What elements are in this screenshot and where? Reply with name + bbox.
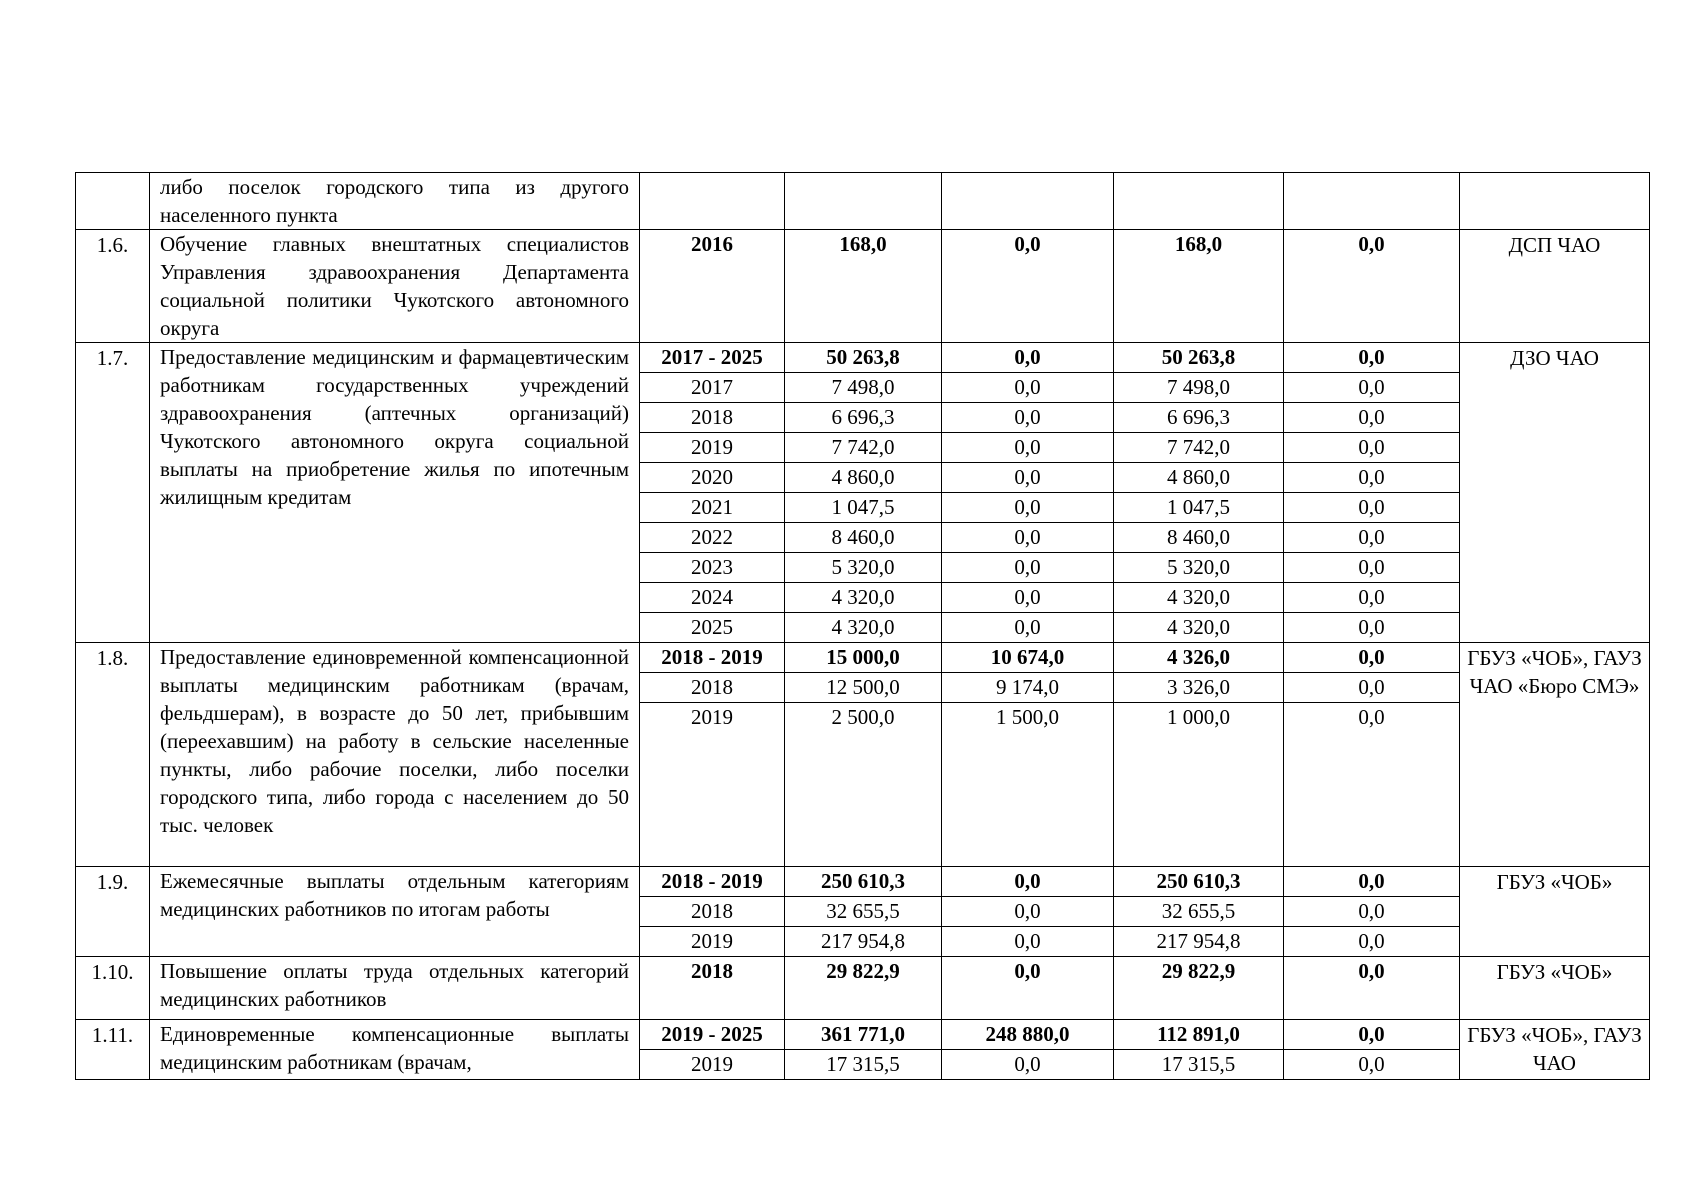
row-number-cell: 1.7.	[76, 343, 150, 643]
other-cell: 0,0	[1284, 230, 1460, 343]
other-cell: 0,0	[1284, 897, 1460, 927]
other-cell: 0,0	[1284, 493, 1460, 523]
other-cell: 0,0	[1284, 433, 1460, 463]
period-cell: 2023	[640, 553, 785, 583]
period-cell: 2021	[640, 493, 785, 523]
period-cell: 2017	[640, 373, 785, 403]
total-cell: 6 696,3	[785, 403, 942, 433]
period-cell: 2019	[640, 1050, 785, 1080]
other-cell: 0,0	[1284, 373, 1460, 403]
regional-cell: 50 263,8	[1114, 343, 1284, 373]
table-row	[76, 1020, 1650, 1050]
period-cell: 2018	[640, 897, 785, 927]
regional-cell: 4 320,0	[1114, 583, 1284, 613]
regional-cell: 7 498,0	[1114, 373, 1284, 403]
period-cell: 2018 - 2019	[640, 643, 785, 673]
row-number-cell: 1.8.	[76, 643, 150, 867]
other-cell: 0,0	[1284, 927, 1460, 957]
period-cell: 2018	[640, 673, 785, 703]
federal-cell: 0,0	[942, 493, 1114, 523]
regional-cell: 1 000,0	[1114, 703, 1284, 867]
total-cell: 2 500,0	[785, 703, 942, 867]
executor-cell: ДЗО ЧАО	[1460, 343, 1650, 643]
program-table	[75, 172, 1650, 1080]
total-cell: 7 498,0	[785, 373, 942, 403]
total-cell: 4 320,0	[785, 613, 942, 643]
federal-cell: 0,0	[942, 403, 1114, 433]
table-row-continuation	[76, 173, 1650, 230]
table-row	[76, 867, 1650, 897]
other-cell: 0,0	[1284, 463, 1460, 493]
period-cell: 2018	[640, 957, 785, 1020]
executor-cell: ГБУЗ «ЧОБ»	[1460, 867, 1650, 957]
row-number-cell: 1.11.	[76, 1020, 150, 1080]
other-cell: 0,0	[1284, 523, 1460, 553]
total-cell: 17 315,5	[785, 1050, 942, 1080]
total-cell: 4 320,0	[785, 583, 942, 613]
federal-cell: 248 880,0	[942, 1020, 1114, 1050]
activity-description: Обучение главных внештатных специалистов Управления здравоохранения Департамента социальной политики Чукотского автономного округа	[150, 230, 640, 343]
total-cell	[785, 173, 942, 230]
table-row	[76, 643, 1650, 673]
period-cell	[640, 173, 785, 230]
federal-cell: 0,0	[942, 867, 1114, 897]
activity-description: Ежемесячные выплаты отдельным категориям медицинских работников по итогам работы	[150, 867, 640, 957]
table-body	[76, 173, 1650, 1080]
period-cell: 2019	[640, 927, 785, 957]
federal-cell: 1 500,0	[942, 703, 1114, 867]
regional-cell: 1 047,5	[1114, 493, 1284, 523]
federal-cell: 0,0	[942, 230, 1114, 343]
period-cell: 2019	[640, 433, 785, 463]
table-row	[76, 343, 1650, 373]
activity-description: либо поселок городского типа из другого населенного пункта	[150, 173, 640, 230]
regional-cell: 5 320,0	[1114, 553, 1284, 583]
executor-cell: ГБУЗ «ЧОБ», ГАУЗ ЧАО	[1460, 1020, 1650, 1080]
other-cell: 0,0	[1284, 403, 1460, 433]
period-cell: 2020	[640, 463, 785, 493]
other-cell: 0,0	[1284, 613, 1460, 643]
row-number-cell: 1.9.	[76, 867, 150, 957]
period-cell: 2018	[640, 403, 785, 433]
regional-cell	[1114, 173, 1284, 230]
row-number-cell	[76, 173, 150, 230]
federal-cell: 0,0	[942, 523, 1114, 553]
executor-cell: ГБУЗ «ЧОБ», ГАУЗ ЧАО «Бюро СМЭ»	[1460, 643, 1650, 867]
regional-cell: 17 315,5	[1114, 1050, 1284, 1080]
regional-cell: 4 326,0	[1114, 643, 1284, 673]
federal-cell: 0,0	[942, 343, 1114, 373]
regional-cell: 6 696,3	[1114, 403, 1284, 433]
executor-cell	[1460, 173, 1650, 230]
period-cell: 2018 - 2019	[640, 867, 785, 897]
executor-cell: ГБУЗ «ЧОБ»	[1460, 957, 1650, 1020]
regional-cell: 112 891,0	[1114, 1020, 1284, 1050]
regional-cell: 4 860,0	[1114, 463, 1284, 493]
total-cell: 217 954,8	[785, 927, 942, 957]
other-cell: 0,0	[1284, 957, 1460, 1020]
row-number-cell: 1.6.	[76, 230, 150, 343]
other-cell	[1284, 173, 1460, 230]
federal-cell: 0,0	[942, 553, 1114, 583]
total-cell: 1 047,5	[785, 493, 942, 523]
period-cell: 2019	[640, 703, 785, 867]
total-cell: 7 742,0	[785, 433, 942, 463]
activity-description: Единовременные компенсационные выплаты медицинским работникам (врачам,	[150, 1020, 640, 1080]
total-cell: 5 320,0	[785, 553, 942, 583]
period-cell: 2019 - 2025	[640, 1020, 785, 1050]
regional-cell: 8 460,0	[1114, 523, 1284, 553]
federal-cell: 0,0	[942, 957, 1114, 1020]
regional-cell: 3 326,0	[1114, 673, 1284, 703]
table-row	[76, 957, 1650, 1020]
federal-cell: 0,0	[942, 583, 1114, 613]
activity-description: Повышение оплаты труда отдельных категорий медицинских работников	[150, 957, 640, 1020]
period-cell: 2017 - 2025	[640, 343, 785, 373]
federal-cell: 0,0	[942, 1050, 1114, 1080]
regional-cell: 4 320,0	[1114, 613, 1284, 643]
federal-cell: 10 674,0	[942, 643, 1114, 673]
total-cell: 168,0	[785, 230, 942, 343]
federal-cell: 0,0	[942, 463, 1114, 493]
other-cell: 0,0	[1284, 673, 1460, 703]
federal-cell: 0,0	[942, 433, 1114, 463]
federal-cell	[942, 173, 1114, 230]
federal-cell: 0,0	[942, 897, 1114, 927]
period-cell: 2022	[640, 523, 785, 553]
federal-cell: 0,0	[942, 613, 1114, 643]
period-cell: 2025	[640, 613, 785, 643]
regional-cell: 168,0	[1114, 230, 1284, 343]
other-cell: 0,0	[1284, 1020, 1460, 1050]
regional-cell: 32 655,5	[1114, 897, 1284, 927]
period-cell: 2016	[640, 230, 785, 343]
activity-description: Предоставление медицинским и фармацевтическим работникам государственных учреждений здравоохранения (аптечных организаций) Чукотского автономного округа социальной выплаты на приобретение жилья по ипотечным жилищным кредитам	[150, 343, 640, 643]
total-cell: 8 460,0	[785, 523, 942, 553]
regional-cell: 250 610,3	[1114, 867, 1284, 897]
total-cell: 50 263,8	[785, 343, 942, 373]
total-cell: 12 500,0	[785, 673, 942, 703]
other-cell: 0,0	[1284, 643, 1460, 673]
other-cell: 0,0	[1284, 343, 1460, 373]
other-cell: 0,0	[1284, 553, 1460, 583]
table-row	[76, 230, 1650, 343]
total-cell: 4 860,0	[785, 463, 942, 493]
row-number-cell: 1.10.	[76, 957, 150, 1020]
total-cell: 15 000,0	[785, 643, 942, 673]
total-cell: 29 822,9	[785, 957, 942, 1020]
federal-cell: 9 174,0	[942, 673, 1114, 703]
executor-cell: ДСП ЧАО	[1460, 230, 1650, 343]
total-cell: 361 771,0	[785, 1020, 942, 1050]
other-cell: 0,0	[1284, 867, 1460, 897]
total-cell: 250 610,3	[785, 867, 942, 897]
regional-cell: 29 822,9	[1114, 957, 1284, 1020]
regional-cell: 7 742,0	[1114, 433, 1284, 463]
other-cell: 0,0	[1284, 703, 1460, 867]
other-cell: 0,0	[1284, 1050, 1460, 1080]
regional-cell: 217 954,8	[1114, 927, 1284, 957]
federal-cell: 0,0	[942, 373, 1114, 403]
total-cell: 32 655,5	[785, 897, 942, 927]
activity-description: Предоставление единовременной компенсационной выплаты медицинским работникам (врачам, фельдшерам), в возрасте до 50 лет, прибывшим (переехавшим) на работу в сельские населенные пункты, либо рабочие поселки, либо поселки городского типа, либо города с населением до 50 тыс. человек	[150, 643, 640, 867]
other-cell: 0,0	[1284, 583, 1460, 613]
federal-cell: 0,0	[942, 927, 1114, 957]
period-cell: 2024	[640, 583, 785, 613]
